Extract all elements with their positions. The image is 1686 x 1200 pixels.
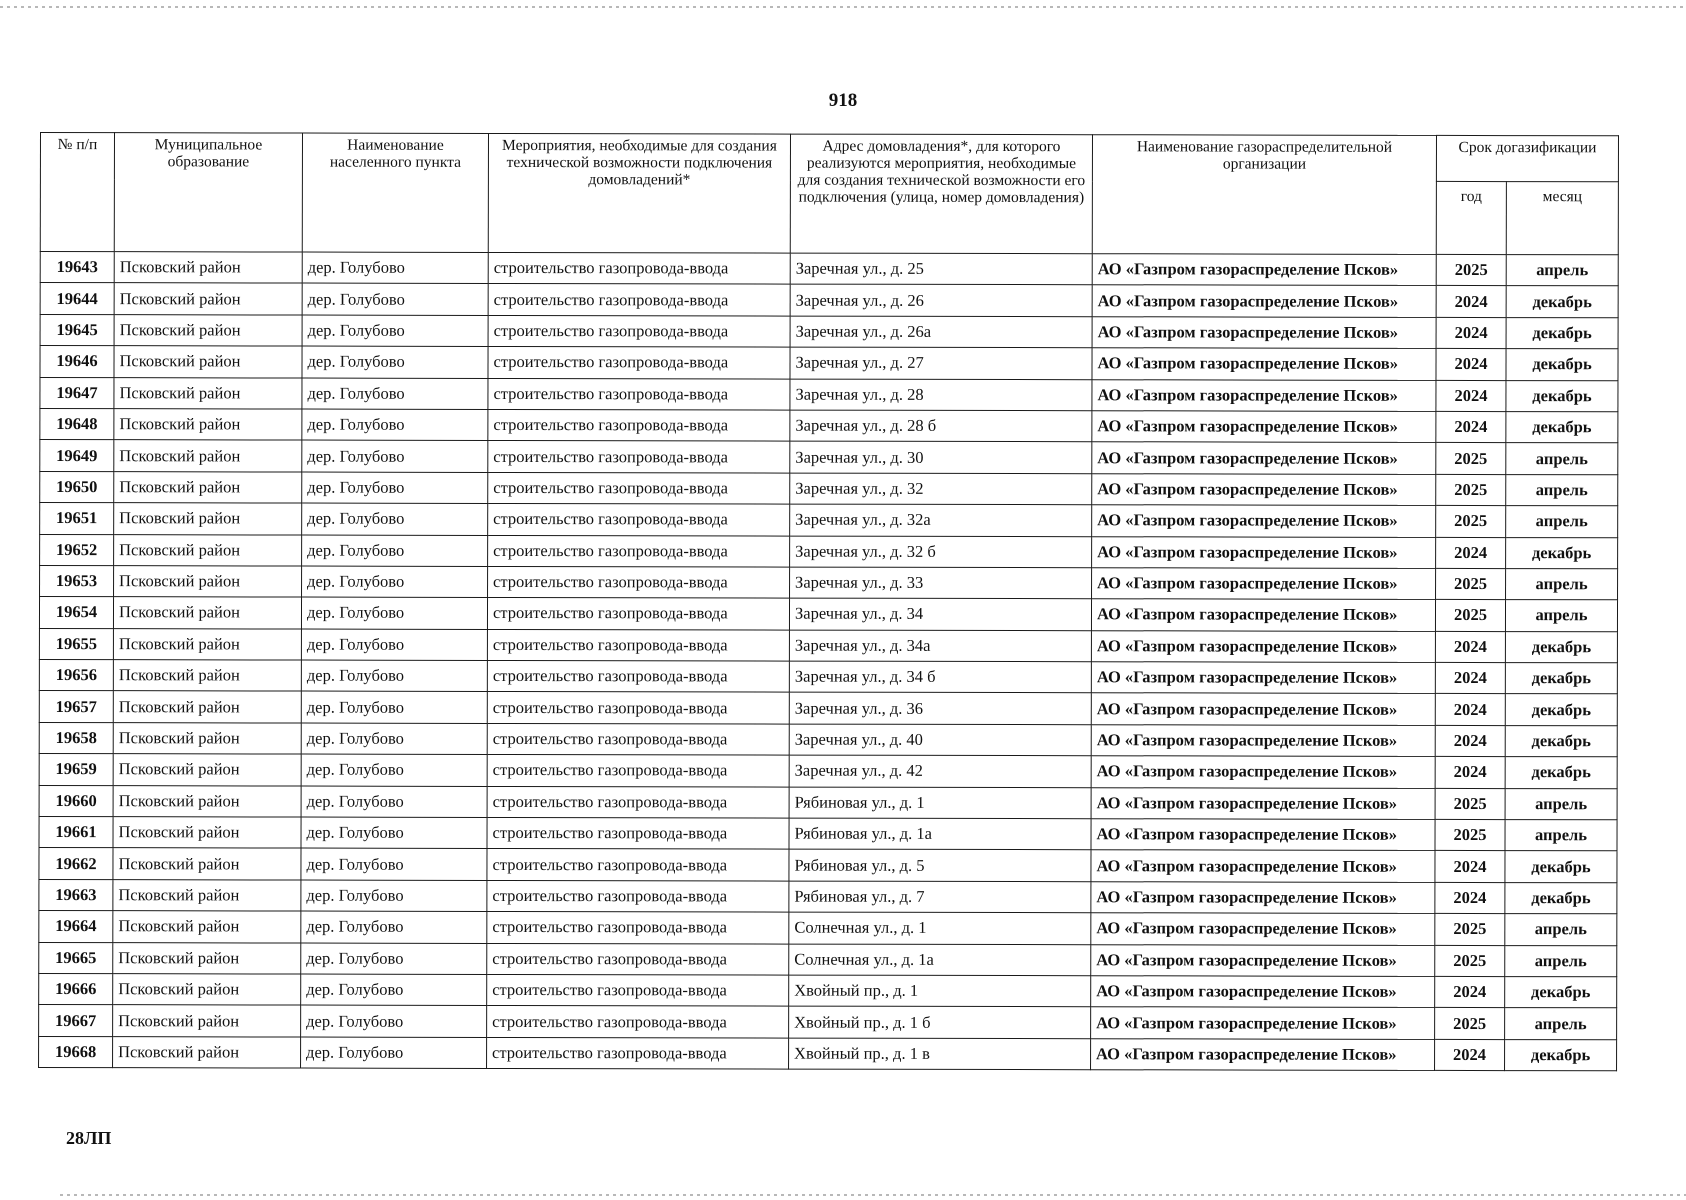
header-municipality: Муниципальное образование [114,133,302,252]
cell-municipality: Псковский район [113,817,301,849]
cell-month: декабрь [1505,757,1617,789]
cell-municipality: Псковский район [114,252,302,284]
cell-num: 19662 [39,848,113,880]
cell-settlement: дер. Голубово [302,503,488,535]
cell-month: апрель [1506,443,1618,475]
cell-measure: строительство газопровода-ввода [487,912,789,944]
cell-num: 19664 [39,911,113,943]
cell-year: 2025 [1436,254,1506,286]
cell-num: 19649 [40,440,114,472]
cell-municipality: Псковский район [113,974,301,1006]
page-number: 918 [828,90,858,111]
cell-settlement: дер. Голубово [301,911,487,943]
cell-settlement: дер. Голубово [301,974,487,1006]
cell-month: декабрь [1506,317,1618,349]
cell-municipality: Псковский район [114,409,302,441]
cell-settlement: дер. Голубово [301,597,487,629]
table-row [39,973,1617,1008]
cell-organization: АО «Газпром газораспределение Псков» [1091,630,1435,662]
cell-settlement: дер. Голубово [302,409,488,441]
cell-municipality: Псковский район [113,691,301,723]
cell-month: декабрь [1506,349,1618,381]
cell-month: апрель [1506,568,1618,600]
cell-organization: АО «Газпром газораспределение Псков» [1091,693,1435,725]
cell-year: 2024 [1435,976,1505,1008]
table-header [40,133,1618,255]
cell-municipality: Псковский район [114,283,302,315]
table-row [40,314,1618,349]
cell-address: Заречная ул., д. 32 б [790,536,1092,568]
cell-organization: АО «Газпром газораспределение Псков» [1092,568,1436,600]
cell-settlement: дер. Голубово [302,315,488,347]
cell-year: 2024 [1436,537,1506,569]
cell-num: 19655 [39,628,113,660]
cell-year: 2024 [1436,380,1506,412]
cell-num: 19663 [39,879,113,911]
cell-settlement: дер. Голубово [301,723,487,755]
table-row [39,1036,1617,1071]
table-row [39,628,1617,663]
cell-num: 19644 [40,283,114,315]
cell-year: 2025 [1435,914,1505,946]
cell-settlement: дер. Голубово [302,378,488,410]
table-row [39,1005,1617,1040]
cell-num: 19646 [40,346,114,378]
cell-municipality: Псковский район [114,471,302,503]
cell-address: Рябиновая ул., д. 5 [789,849,1091,881]
cell-organization: АО «Газпром газораспределение Псков» [1091,1038,1435,1070]
cell-year: 2024 [1435,663,1505,695]
cell-organization: АО «Газпром газораспределение Псков» [1092,285,1436,317]
cell-address: Хвойный пр., д. 1 [789,975,1091,1007]
cell-num: 19654 [39,597,113,629]
cell-month: апрель [1505,820,1617,852]
cell-address: Заречная ул., д. 27 [790,347,1092,379]
table-row [39,660,1617,695]
cell-municipality: Псковский район [113,660,301,692]
table-row [39,879,1617,914]
cell-measure: строительство газопровода-ввода [487,817,789,849]
cell-month: апрель [1505,945,1617,977]
cell-year: 2025 [1435,600,1505,632]
cell-settlement: дер. Голубово [301,786,487,818]
table-row [39,691,1617,726]
cell-municipality: Псковский район [113,879,301,911]
cell-year: 2024 [1436,286,1506,318]
cell-num: 19652 [40,534,114,566]
scan-edge-bottom [60,1194,1686,1196]
cell-month: декабрь [1505,631,1617,663]
cell-month: декабрь [1505,851,1617,883]
cell-measure: строительство газопровода-ввода [488,252,790,284]
cell-settlement: дер. Голубово [301,660,487,692]
cell-measure: строительство газопровода-ввода [487,1006,789,1038]
cell-municipality: Псковский район [114,314,302,346]
cell-settlement: дер. Голубово [301,629,487,661]
cell-organization: АО «Газпром газораспределение Псков» [1091,913,1435,945]
cell-address: Заречная ул., д. 32 [790,473,1092,505]
cell-num: 19656 [39,660,113,692]
table-row [40,471,1618,506]
cell-measure: строительство газопровода-ввода [488,472,790,504]
cell-year: 2025 [1435,819,1505,851]
cell-address: Заречная ул., д. 34 б [789,661,1091,693]
cell-num: 19658 [39,722,113,754]
cell-measure: строительство газопровода-ввода [487,723,789,755]
cell-address: Рябиновая ул., д. 1 [789,787,1091,819]
cell-municipality: Псковский район [114,377,302,409]
cell-num: 19647 [40,377,114,409]
cell-year: 2024 [1435,882,1505,914]
cell-municipality: Псковский район [113,1005,301,1037]
cell-year: 2025 [1435,945,1505,977]
cell-municipality: Псковский район [114,440,302,472]
cell-settlement: дер. Голубово [302,252,488,284]
cell-month: декабрь [1505,725,1617,757]
cell-organization: АО «Газпром газораспределение Псков» [1091,1007,1435,1039]
cell-num: 19667 [39,1005,113,1037]
cell-month: декабрь [1506,286,1618,318]
table-row [40,440,1618,475]
cell-measure: строительство газопровода-ввода [487,786,789,818]
cell-month: апрель [1505,788,1617,820]
cell-municipality: Псковский район [114,566,302,598]
cell-month: апрель [1505,600,1617,632]
cell-num: 19645 [40,314,114,346]
cell-municipality: Псковский район [113,942,301,974]
header-organization: Наименование газораспределительной организации [1092,135,1436,255]
cell-measure: строительство газопровода-ввода [487,629,789,661]
cell-month: апрель [1506,474,1618,506]
cell-settlement: дер. Голубово [302,472,488,504]
table-row [40,377,1618,412]
cell-measure: строительство газопровода-ввода [488,347,790,379]
cell-month: декабрь [1506,412,1618,444]
table-row [39,942,1617,977]
header-measures: Мероприятия, необходимые для создания технической возможности подключения домовладений* [488,133,790,253]
cell-address: Заречная ул., д. 28 [790,379,1092,411]
cell-address: Солнечная ул., д. 1а [789,944,1091,976]
cell-settlement: дер. Голубово [302,346,488,378]
cell-settlement: дер. Голубово [301,692,487,724]
cell-measure: строительство газопровода-ввода [487,849,789,881]
cell-num: 19653 [40,565,114,597]
cell-address: Хвойный пр., д. 1 в [789,1038,1091,1070]
cell-address: Заречная ул., д. 28 б [790,410,1092,442]
cell-address: Заречная ул., д. 34а [789,630,1091,662]
cell-measure: строительство газопровода-ввода [487,974,789,1006]
cell-year: 2024 [1435,631,1505,663]
table-row [40,408,1618,443]
cell-address: Рябиновая ул., д. 1а [789,818,1091,850]
cell-measure: строительство газопровода-ввода [488,409,790,441]
cell-organization: АО «Газпром газораспределение Псков» [1091,787,1435,819]
cell-organization: АО «Газпром газораспределение Псков» [1092,536,1436,568]
cell-address: Рябиновая ул., д. 7 [789,881,1091,913]
cell-municipality: Псковский район [113,848,301,880]
cell-measure: строительство газопровода-ввода [487,880,789,912]
cell-address: Заречная ул., д. 26 [790,284,1092,316]
cell-organization: АО «Газпром газораспределение Псков» [1092,316,1436,348]
cell-measure: строительство газопровода-ввода [487,661,789,693]
cell-municipality: Псковский район [113,628,301,660]
cell-municipality: Псковский район [114,346,302,378]
cell-address: Заречная ул., д. 42 [789,755,1091,787]
cell-num: 19666 [39,973,113,1005]
cell-settlement: дер. Голубово [301,817,487,849]
cell-organization: АО «Газпром газораспределение Псков» [1092,473,1436,505]
header-month: месяц [1506,182,1618,255]
cell-num: 19661 [39,817,113,849]
cell-address: Заречная ул., д. 40 [789,724,1091,756]
cell-settlement: дер. Голубово [302,566,488,598]
cell-month: апрель [1505,914,1617,946]
cell-year: 2025 [1436,474,1506,506]
table-row [40,283,1618,318]
cell-settlement: дер. Голубово [301,848,487,880]
cell-organization: АО «Газпром газораспределение Псков» [1091,819,1435,851]
cell-month: декабрь [1506,537,1618,569]
cell-measure: строительство газопровода-ввода [487,598,789,630]
table-row [40,503,1618,538]
cell-year: 2024 [1435,694,1505,726]
table-row [39,754,1617,789]
cell-num: 19659 [39,754,113,786]
cell-num: 19660 [39,785,113,817]
cell-year: 2024 [1436,317,1506,349]
cell-measure: строительство газопровода-ввода [488,378,790,410]
scan-edge-top [0,6,1686,8]
header-year: год [1436,181,1506,254]
cell-organization: АО «Газпром газораспределение Псков» [1092,254,1436,286]
cell-year: 2024 [1436,349,1506,381]
cell-organization: АО «Газпром газораспределение Псков» [1091,756,1435,788]
cell-organization: АО «Газпром газораспределение Псков» [1091,599,1435,631]
cell-settlement: дер. Голубово [302,535,488,567]
table-row [39,785,1617,820]
table-body [39,252,1619,1071]
cell-measure: строительство газопровода-ввода [488,504,790,536]
cell-settlement: дер. Голубово [302,440,488,472]
cell-year: 2025 [1435,1008,1505,1040]
table-row [39,911,1617,946]
cell-year: 2025 [1436,506,1506,538]
cell-organization: АО «Газпром газораспределение Псков» [1091,882,1435,914]
gasification-table [38,132,1619,1071]
cell-num: 19668 [39,1036,113,1068]
cell-year: 2024 [1435,1039,1505,1071]
cell-settlement: дер. Голубово [301,880,487,912]
cell-month: декабрь [1506,380,1618,412]
cell-organization: АО «Газпром газораспределение Псков» [1091,850,1435,882]
cell-municipality: Псковский район [113,723,301,755]
cell-measure: строительство газопровода-ввода [488,315,790,347]
cell-measure: строительство газопровода-ввода [488,566,790,598]
cell-settlement: дер. Голубово [301,1037,487,1069]
cell-address: Солнечная ул., д. 1 [789,912,1091,944]
header-term: Срок догазификации [1436,135,1618,181]
cell-organization: АО «Газпром газораспределение Псков» [1092,505,1436,537]
table-row [40,252,1618,287]
cell-municipality: Псковский район [114,534,302,566]
cell-address: Заречная ул., д. 25 [790,253,1092,285]
cell-municipality: Псковский район [113,911,301,943]
cell-year: 2024 [1435,851,1505,883]
cell-address: Заречная ул., д. 34 [789,598,1091,630]
cell-municipality: Псковский район [114,503,302,535]
cell-month: апрель [1506,255,1618,287]
cell-municipality: Псковский район [113,1036,301,1068]
cell-month: декабрь [1505,1039,1617,1071]
cell-settlement: дер. Голубово [301,754,487,786]
cell-num: 19643 [40,252,114,284]
cell-measure: строительство газопровода-ввода [487,692,789,724]
cell-year: 2024 [1436,411,1506,443]
cell-address: Заречная ул., д. 33 [790,567,1092,599]
cell-year: 2025 [1435,788,1505,820]
cell-num: 19648 [40,408,114,440]
table-row [39,817,1617,852]
cell-month: апрель [1506,506,1618,538]
table-row [40,534,1618,569]
cell-address: Заречная ул., д. 36 [789,693,1091,725]
header-address: Адрес домовладения*, для которого реализуются мероприятия, необходимые для создания технической возможности его подключения (улица, номер домовладения) [790,134,1092,254]
cell-measure: строительство газопровода-ввода [487,943,789,975]
footer-code: 28ЛП [66,1128,112,1148]
cell-month: декабрь [1505,977,1617,1009]
cell-organization: АО «Газпром газораспределение Псков» [1092,379,1436,411]
cell-address: Заречная ул., д. 32а [790,504,1092,536]
cell-organization: АО «Газпром газораспределение Псков» [1091,976,1435,1008]
cell-measure: строительство газопровода-ввода [488,441,790,473]
cell-month: декабрь [1505,663,1617,695]
header-settlement: Наименование населенного пункта [302,133,488,252]
cell-organization: АО «Газпром газораспределение Псков» [1091,662,1435,694]
table-row [40,565,1618,600]
header-num: № п/п [40,133,114,252]
cell-measure: строительство газопровода-ввода [487,755,789,787]
cell-municipality: Псковский район [113,754,301,786]
cell-organization: АО «Газпром газораспределение Псков» [1091,944,1435,976]
cell-num: 19665 [39,942,113,974]
cell-month: декабрь [1505,882,1617,914]
cell-municipality: Псковский район [113,597,301,629]
cell-address: Заречная ул., д. 26а [790,316,1092,348]
table-row [39,597,1617,632]
cell-address: Заречная ул., д. 30 [790,441,1092,473]
cell-num: 19657 [39,691,113,723]
cell-organization: АО «Газпром газораспределение Псков» [1092,348,1436,380]
cell-year: 2025 [1436,568,1506,600]
cell-year: 2024 [1435,725,1505,757]
cell-year: 2025 [1436,443,1506,475]
cell-measure: строительство газопровода-ввода [487,1037,789,1069]
table-row [40,346,1618,381]
cell-organization: АО «Газпром газораспределение Псков» [1091,725,1435,757]
cell-organization: АО «Газпром газораспределение Псков» [1092,442,1436,474]
cell-num: 19651 [40,503,114,535]
cell-organization: АО «Газпром газораспределение Псков» [1092,411,1436,443]
cell-num: 19650 [40,471,114,503]
cell-month: декабрь [1505,694,1617,726]
cell-settlement: дер. Голубово [301,943,487,975]
cell-settlement: дер. Голубово [301,1005,487,1037]
table-row [39,722,1617,757]
cell-year: 2024 [1435,757,1505,789]
cell-month: апрель [1505,1008,1617,1040]
cell-municipality: Псковский район [113,785,301,817]
cell-settlement: дер. Голубово [302,283,488,315]
cell-address: Хвойный пр., д. 1 б [789,1006,1091,1038]
cell-measure: строительство газопровода-ввода [488,535,790,567]
table-row [39,848,1617,883]
cell-measure: строительство газопровода-ввода [488,284,790,316]
